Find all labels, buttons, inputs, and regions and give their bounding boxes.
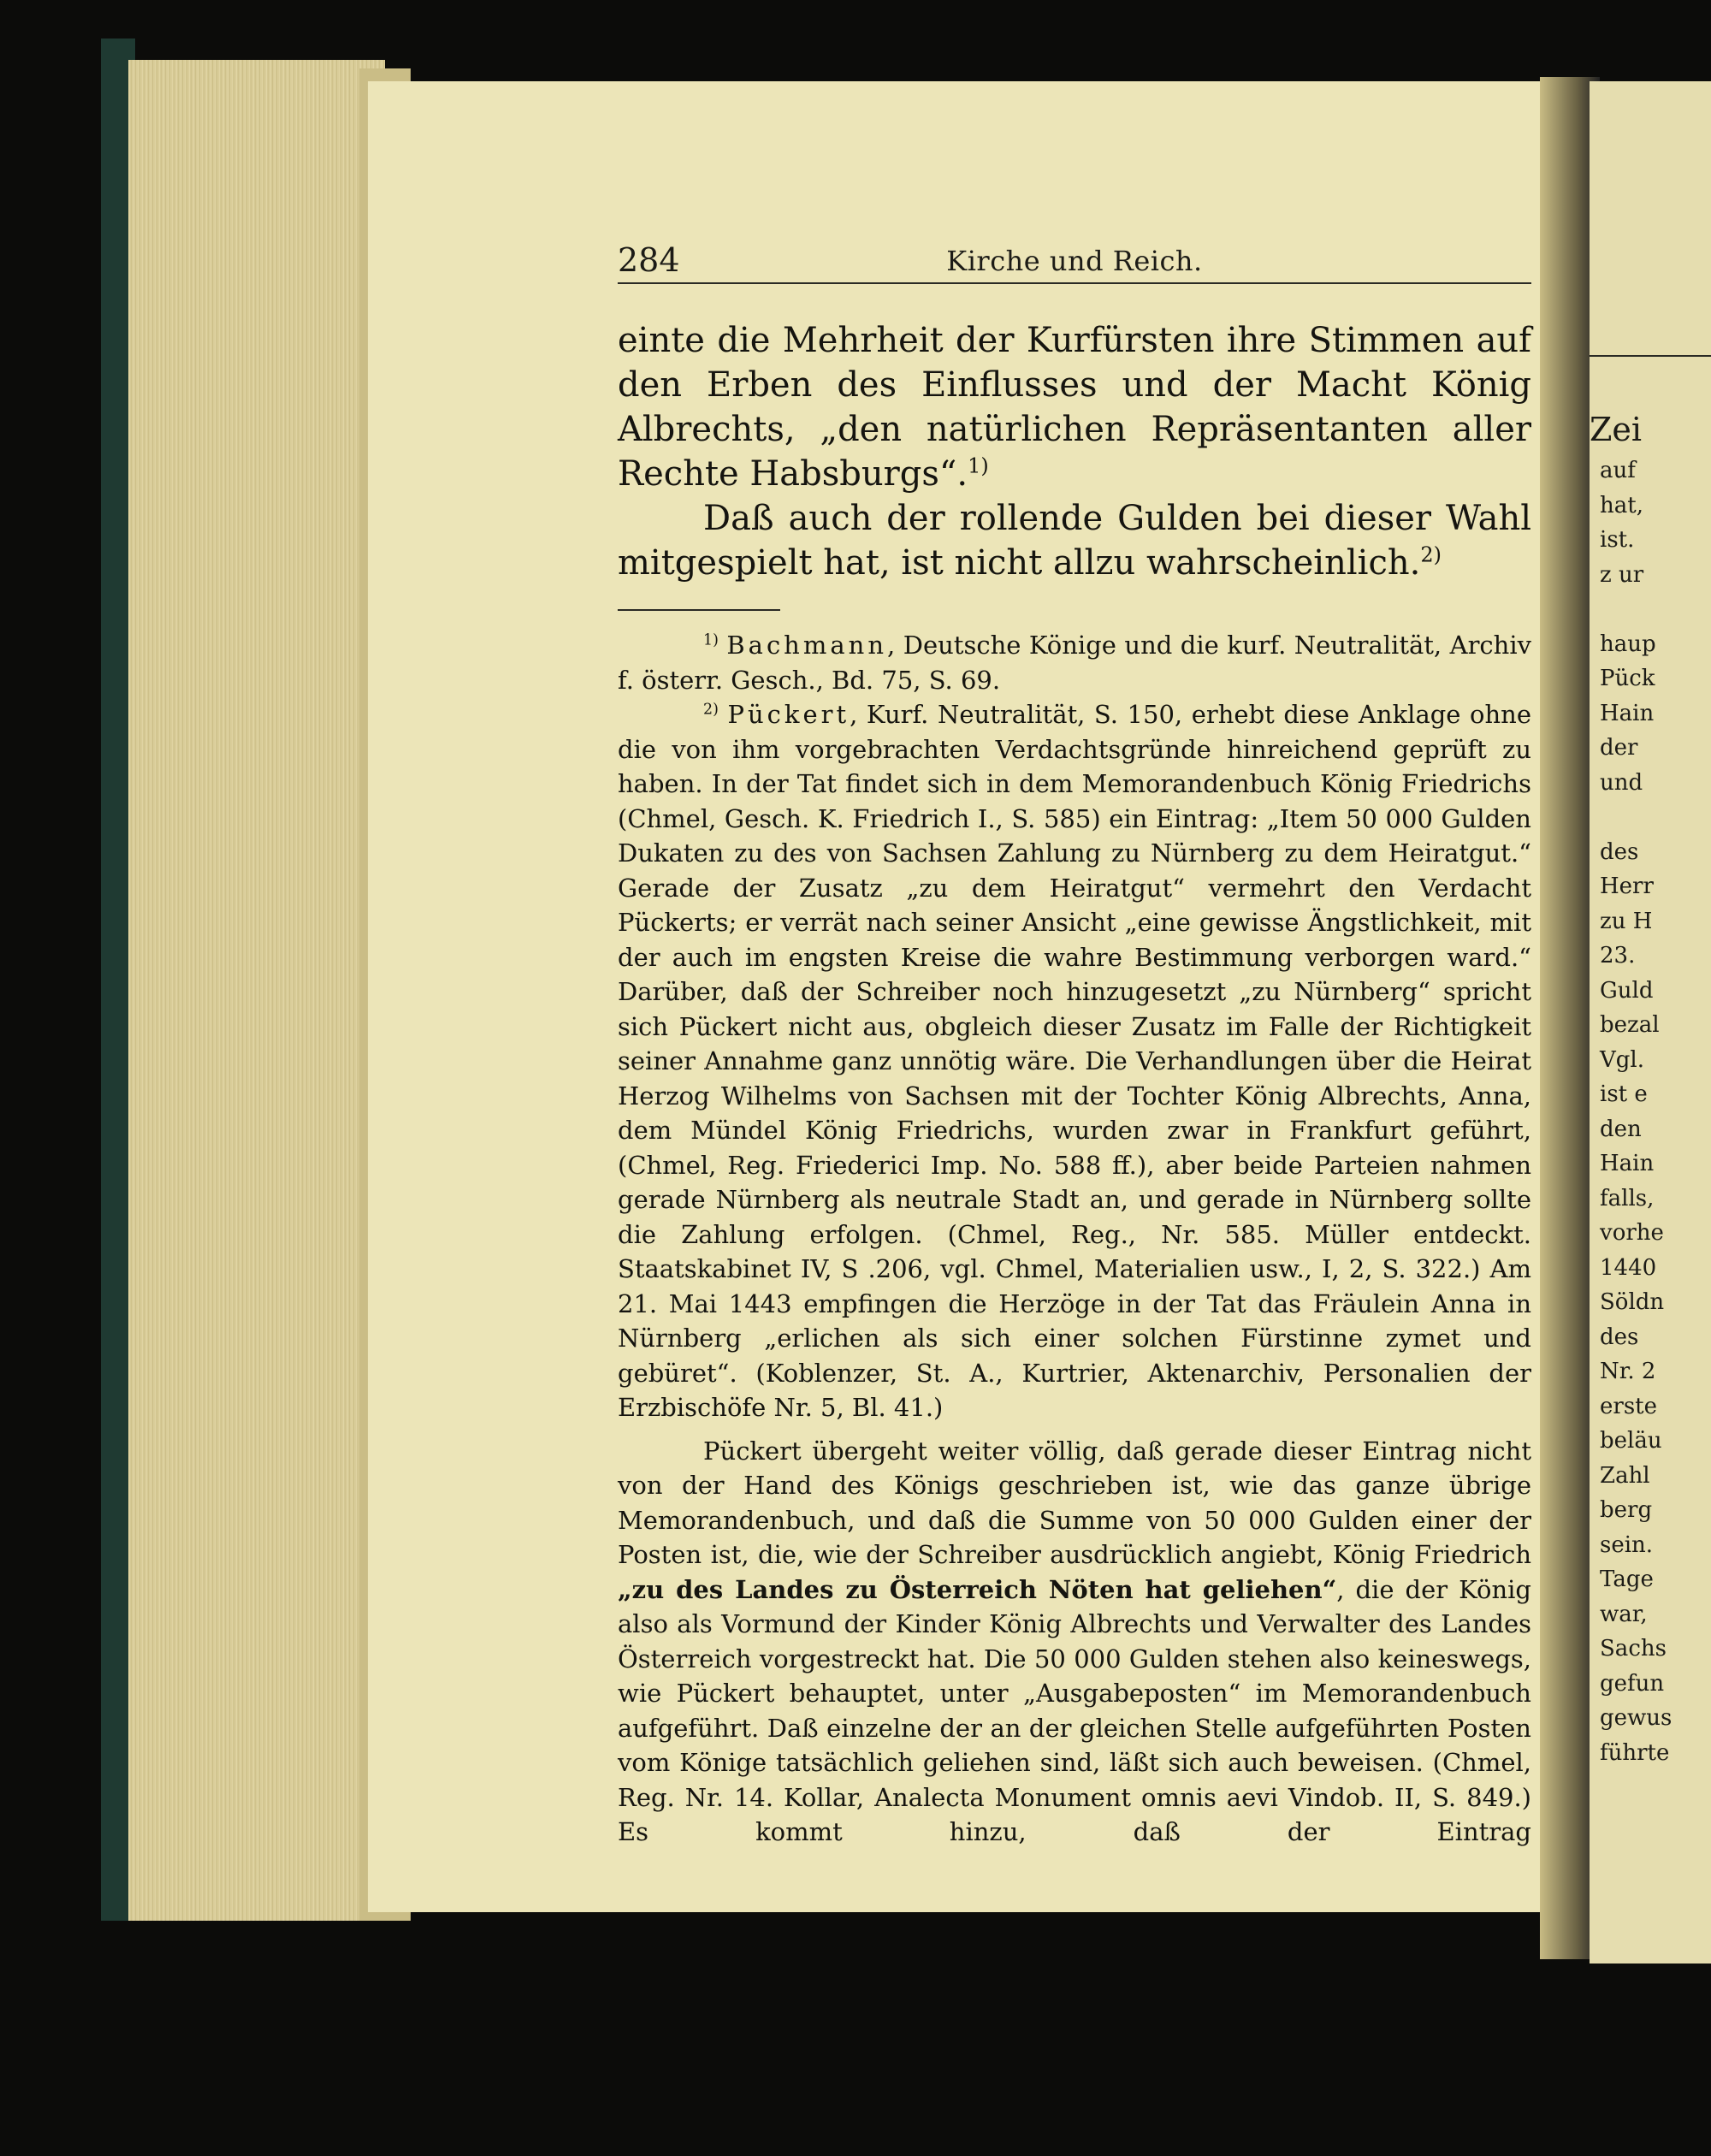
right-page-line: ist e [1600,1081,1648,1107]
right-page-line: Tage [1600,1567,1654,1592]
footnote-2: $^{2)}$ Pückert, Kurf. Neutralität, S. 150, erhebt diese Anklage ohne die von ihm vorgebrachten Verdachtsgründe hinreichend geprüft zu haben. In der Tat findet sich in dem Memorandenbuch König Friedrichs (Chmel, Gesch. K. Friedrich I., S. 585) ein Eintrag: „Item 50 000 Gulden Dukaten zu des von Sachsen Zahlung zu Nürnberg zu dem Heiratgut.“ Gerade der Zusatz „zu dem Heiratgut“ vermehrt den Verdacht Pückerts; er verrät nach seiner Ansicht „eine gewisse Ängstlichkeit, mit der auch im engsten Kreise die wahre Bestimmung verborgen ward.“ Darüber, daß der Schreiber noch hinzugesetzt „zu Nürnberg“ spricht sich Pückert nicht aus, obgleich dieser Zusatz im Falle der Richtigkeit seiner Annahme ganz unnötig wäre. Die Verhandlungen über die Heirat Herzog Wilhelms von Sachsen mit der Tochter König Albrechts, Anna, dem Mündel König Friedrichs, wurden zwar in Frankfurt geführt, (Chmel, Reg. Friederici Imp. No. 588 ff.), aber beide Parteien nahmen gerade Nürnberg als neutrale Stadt an, und gerade in Nürnberg sollte die Zahlung erfolgen. (Chmel, Reg., Nr. 585. Müller entdeckt. Staatskabinet IV, S .206, vgl. Chmel, Materialien usw., I, 2, S. 322.) Am 21. Mai 1443 empfingen die Herzöge in der Tat das Fräulein Anna in Nürnberg „erlichen als sich einer solchen Fürstinne zymet und gebüret“. (Koblenzer, St. A., Kurtrier, Aktenarchiv, Personalien der Erzbischöfe Nr. 5, Bl. 41.) [618,700,1532,1422]
right-page-line: Vgl. [1600,1046,1644,1073]
right-page-line: des [1600,838,1639,865]
right-page-line: Nr. 2 [1600,1359,1656,1384]
right-page-line: erste [1600,1393,1657,1419]
right-page-line: berg [1600,1497,1653,1523]
right-page-line: Söldn [1600,1289,1665,1315]
right-page-line: des [1600,1324,1639,1350]
right-page-line: auf [1600,458,1636,483]
right-page-line: Zahl [1600,1462,1650,1489]
right-page-line: 23. [1600,943,1636,968]
footnote-ref-1: 1) [968,453,989,478]
right-page-line: Hain [1600,700,1655,726]
footnote-continuation: Pückert übergeht weiter völlig, daß gerade dieser Eintrag nicht von der Hand des Königs geschrieben ist, wie das ganze übrige Memorandenbuch, und daß die Summe von 50 000 Gulden einer der Posten ist, die, wie der Schreiber ausdrücklich angiebt, König Friedrich „zu des Landes zu Österreich Nöten hat geliehen“, die der König also als Vormund der Kinder König Albrechts und Verwalter des Landes Österreich vorgestreckt hat. Die 50 000 Gulden stehen also keineswegs, wie Pückert behauptet, unter „Ausgabeposten“ im Memorandenbuch aufgeführt. Daß einzelne der an der gleichen Stelle aufgeführten Posten vom Könige tatsächlich geliehen sind, läßt sich auch beweisen. (Chmel, Reg. Nr. 14. Kollar, Analecta Monument omnis aevi Vindob. II, S. 849.) Es kommt hinzu, daß der Eintrag [618,1436,1531,1846]
right-page-line: und [1600,769,1643,796]
right-page-line: Pück [1600,666,1655,691]
right-page-line: Guld [1600,977,1654,1004]
right-page-line: der [1600,735,1638,761]
footnote-1: $^{1)}$ Bachmann, Deutsche Könige und die kurf. Neutralität, Archiv f. österr. Gesch., Bd. 75, S. 69. [618,631,1532,695]
right-page-line: bezal [1600,1012,1660,1038]
footnote-ref-2: 2) [1420,542,1442,567]
right-page-line: z ur [1600,561,1644,588]
right-page-line: sein. [1600,1531,1654,1558]
main-text [618,318,1531,1850]
running-title: Kirche und Reich. [946,245,1203,277]
right-page-fragment [1590,81,1711,1964]
right-page-line: vorhe [1600,1220,1664,1246]
right-page-line: 1440 [1600,1254,1657,1281]
right-page-line: war, [1600,1601,1648,1627]
right-page-line: gewus [1600,1705,1673,1731]
right-page-line: zu H [1600,908,1653,934]
right-page-line: beläu [1600,1428,1662,1454]
right-page-line: haup [1600,631,1656,657]
right-page-line: gefun [1600,1670,1665,1697]
right-page-line: Herr [1600,874,1654,899]
body-paragraph-1: einte die Mehrheit der Kurfürsten ihre Stimmen auf den Erben des Einflusses und der Macht König Albrechts, „den natürlichen Repräsentanten aller Rechte Habsburgs“.$^{1)}$ [618,321,1531,494]
right-page-line: den [1600,1116,1642,1142]
right-page-line: ist. [1600,527,1635,553]
right-page-line: hat, [1600,492,1643,518]
right-page-line: führte [1600,1739,1670,1766]
right-page-line: falls, [1600,1185,1655,1211]
page-number: 284 [618,241,680,279]
right-page-heading: Zei [1590,411,1643,448]
right-page-rule [1590,355,1711,357]
right-page-line: Sachs [1600,1636,1667,1661]
page-edges [128,60,385,1921]
running-head [618,241,1531,284]
right-page-line: Hain [1600,1151,1655,1176]
footnote-divider [618,609,780,611]
body-paragraph-2: Daß auch der rollende Gulden bei dieser Wahl mitgespielt hat, ist nicht allzu wahrscheinlich.$^{2)}$ [618,499,1531,583]
